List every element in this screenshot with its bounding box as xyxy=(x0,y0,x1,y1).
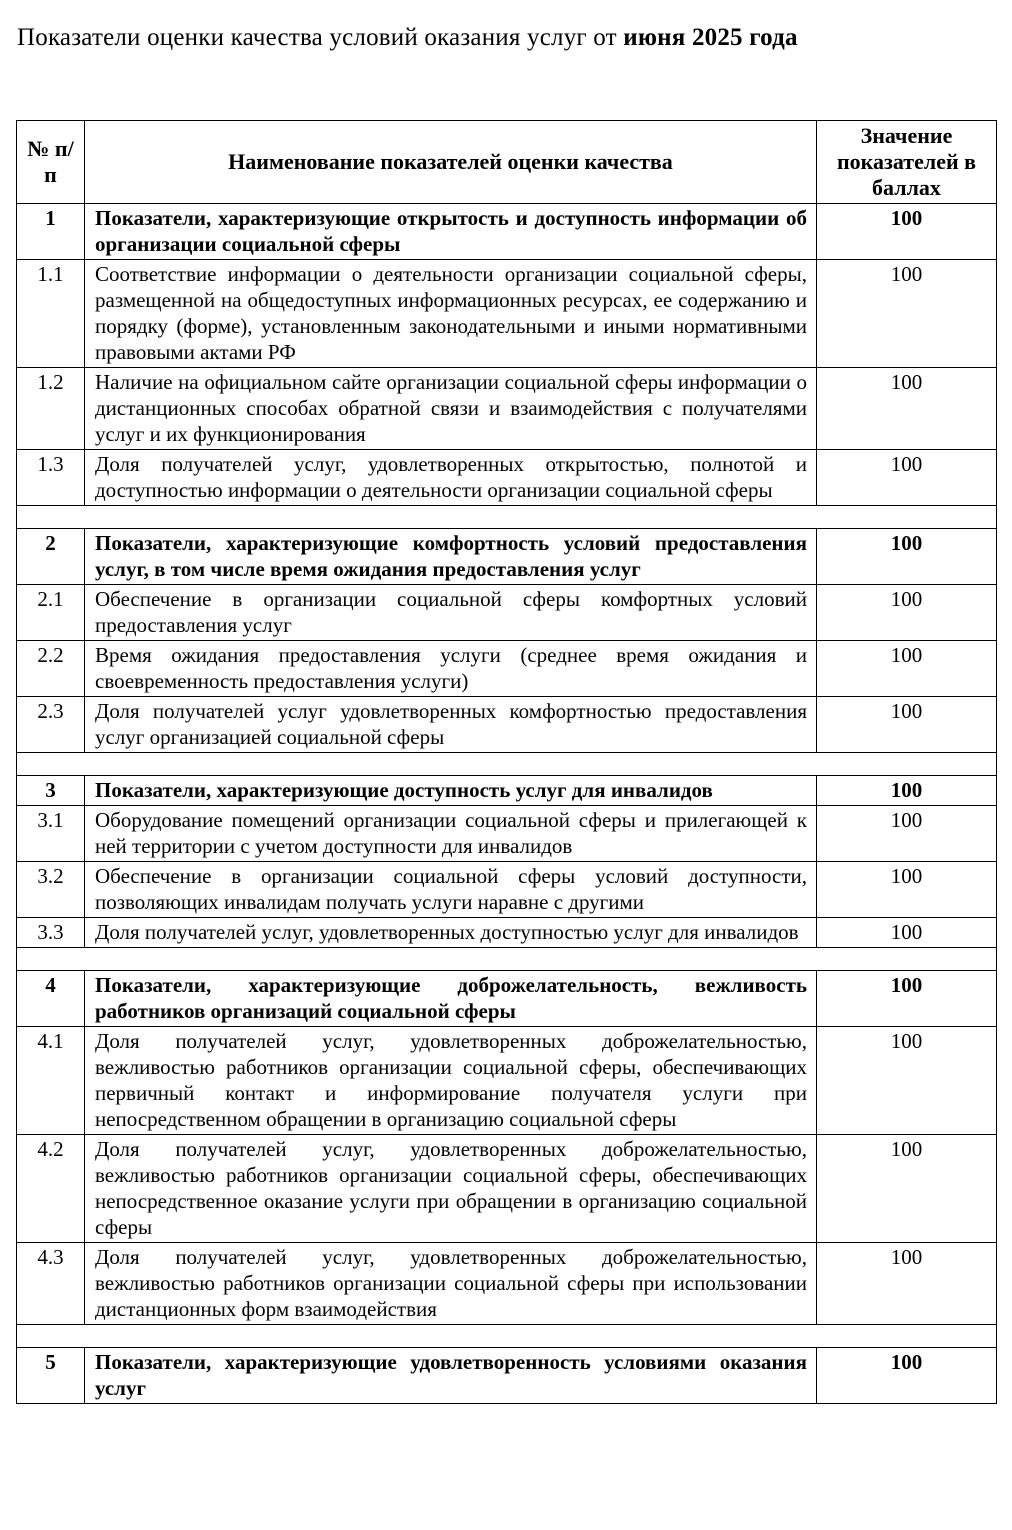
row-label-cell: Оборудование помещений организации социальной сферы и прилегающей к ней территории с учетом доступности для инвалидов xyxy=(85,806,817,862)
separator-cell xyxy=(17,506,997,529)
column-header-score: Значение показателей в баллах xyxy=(817,121,997,204)
separator-cell xyxy=(17,753,997,776)
table-row xyxy=(17,585,997,641)
column-header-num: № п/п xyxy=(17,121,85,204)
row-number-cell: 1.3 xyxy=(17,450,85,506)
table-row xyxy=(17,806,997,862)
row-label-cell: Доля получателей услуг, удовлетворенных доступностью услуг для инвалидов xyxy=(85,918,817,948)
table-row xyxy=(17,1348,997,1404)
table-row xyxy=(17,529,997,585)
row-number-cell: 1.1 xyxy=(17,260,85,368)
row-score-cell: 100 xyxy=(817,204,997,260)
row-number-cell: 1 xyxy=(17,204,85,260)
row-score-cell: 100 xyxy=(817,260,997,368)
row-number-cell: 4.3 xyxy=(17,1243,85,1325)
table-header-row xyxy=(17,121,997,204)
row-score-cell: 100 xyxy=(817,1027,997,1135)
row-label-cell: Обеспечение в организации социальной сферы условий доступности, позволяющих инвалидам получать услуги наравне с другими xyxy=(85,862,817,918)
row-label-cell: Показатели, характеризующие доброжелательность, вежливость работников организаций социальной сферы xyxy=(85,971,817,1027)
row-number-cell: 3.1 xyxy=(17,806,85,862)
row-label-cell: Наличие на официальном сайте организации социальной сферы информации о дистанционных способах обратной связи и взаимодействия с получателями услуг и их функционирования xyxy=(85,368,817,450)
row-number-cell: 1.2 xyxy=(17,368,85,450)
row-label-cell: Показатели, характеризующие комфортность условий предоставления услуг, в том числе время ожидания предоставления услуг xyxy=(85,529,817,585)
separator-row xyxy=(17,506,997,529)
row-number-cell: 3.3 xyxy=(17,918,85,948)
row-score-cell: 100 xyxy=(817,1348,997,1404)
table-row xyxy=(17,641,997,697)
row-number-cell: 4 xyxy=(17,971,85,1027)
row-score-cell: 100 xyxy=(817,368,997,450)
table-row xyxy=(17,450,997,506)
table-row xyxy=(17,918,997,948)
table-row xyxy=(17,776,997,806)
page-title-text: Показатели оценки качества условий оказания услуг от xyxy=(17,24,624,51)
separator-cell xyxy=(17,948,997,971)
separator-row xyxy=(17,948,997,971)
row-score-cell: 100 xyxy=(817,1135,997,1243)
row-number-cell: 2.2 xyxy=(17,641,85,697)
row-number-cell: 4.2 xyxy=(17,1135,85,1243)
row-number-cell: 3 xyxy=(17,776,85,806)
table-row xyxy=(17,697,997,753)
separator-row xyxy=(17,1325,997,1348)
row-score-cell: 100 xyxy=(817,697,997,753)
table-row xyxy=(17,1135,997,1243)
row-number-cell: 2.1 xyxy=(17,585,85,641)
row-number-cell: 5 xyxy=(17,1348,85,1404)
row-number-cell: 2 xyxy=(17,529,85,585)
row-score-cell: 100 xyxy=(817,641,997,697)
row-number-cell: 4.1 xyxy=(17,1027,85,1135)
separator-cell xyxy=(17,1325,997,1348)
row-score-cell: 100 xyxy=(817,450,997,506)
quality-indicators-table xyxy=(16,120,997,1404)
table-row xyxy=(17,862,997,918)
page-title xyxy=(17,22,992,54)
row-score-cell: 100 xyxy=(817,1243,997,1325)
row-label-cell: Соответствие информации о деятельности организации социальной сферы, размещенной на общедоступных информационных ресурсах, ее содержанию и порядку (форме), установленным законодательными и иными нормативными правовыми актами РФ xyxy=(85,260,817,368)
row-label-cell: Показатели, характеризующие удовлетворенность условиями оказания услуг xyxy=(85,1348,817,1404)
row-number-cell: 2.3 xyxy=(17,697,85,753)
page-title-date: июня 2025 года xyxy=(623,24,798,51)
table-row xyxy=(17,204,997,260)
row-label-cell: Время ожидания предоставления услуги (среднее время ожидания и своевременность предоставления услуги) xyxy=(85,641,817,697)
table-row xyxy=(17,1027,997,1135)
row-label-cell: Доля получателей услуг, удовлетворенных доброжелательностью, вежливостью работников организации социальной сферы при использовании дистанционных форм взаимодействия xyxy=(85,1243,817,1325)
row-score-cell: 100 xyxy=(817,806,997,862)
table-row xyxy=(17,368,997,450)
row-score-cell: 100 xyxy=(817,918,997,948)
row-score-cell: 100 xyxy=(817,971,997,1027)
row-score-cell: 100 xyxy=(817,862,997,918)
row-label-cell: Доля получателей услуг, удовлетворенных доброжелательностью, вежливостью работников организации социальной сферы, обеспечивающих непосредственное оказание услуги при обращении в организацию социальной сферы xyxy=(85,1135,817,1243)
row-score-cell: 100 xyxy=(817,529,997,585)
table-row xyxy=(17,1243,997,1325)
table-row xyxy=(17,971,997,1027)
row-label-cell: Показатели, характеризующие доступность услуг для инвалидов xyxy=(85,776,817,806)
column-header-indicator: Наименование показателей оценки качества xyxy=(85,121,817,204)
row-label-cell: Доля получателей услуг, удовлетворенных открытостью, полнотой и доступностью информации о деятельности организации социальной сферы xyxy=(85,450,817,506)
row-number-cell: 3.2 xyxy=(17,862,85,918)
row-label-cell: Показатели, характеризующие открытость и доступность информации об организации социальной сферы xyxy=(85,204,817,260)
separator-row xyxy=(17,753,997,776)
row-score-cell: 100 xyxy=(817,776,997,806)
row-label-cell: Доля получателей услуг удовлетворенных комфортностью предоставления услуг организацией социальной сферы xyxy=(85,697,817,753)
row-label-cell: Доля получателей услуг, удовлетворенных доброжелательностью, вежливостью работников организации социальной сферы, обеспечивающих первичный контакт и информирование получателя услуги при непосредственном обращении в организацию социальной сферы xyxy=(85,1027,817,1135)
row-score-cell: 100 xyxy=(817,585,997,641)
row-label-cell: Обеспечение в организации социальной сферы комфортных условий предоставления услуг xyxy=(85,585,817,641)
table-row xyxy=(17,260,997,368)
